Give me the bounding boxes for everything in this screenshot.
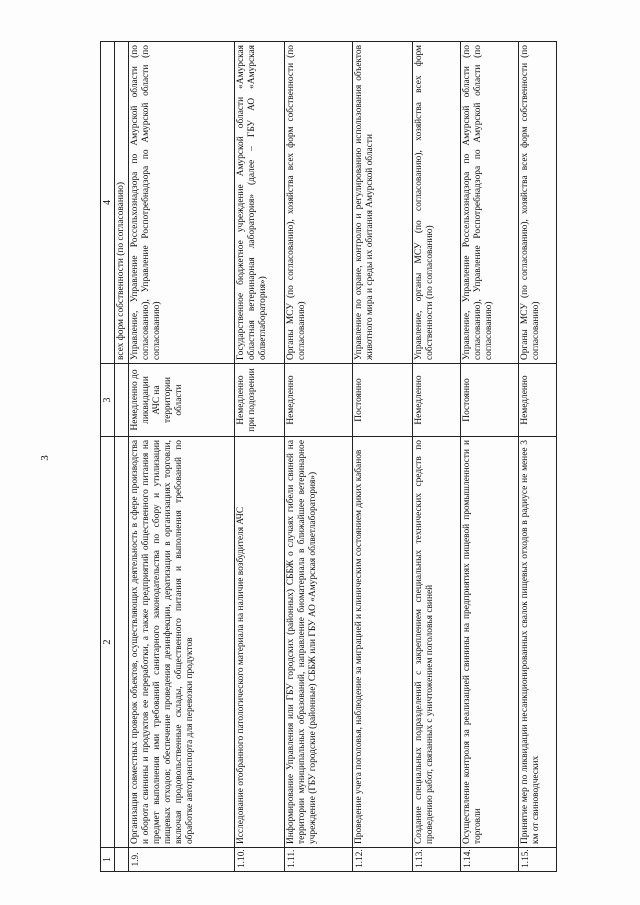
table-row [413, 42, 461, 872]
table-row [353, 42, 413, 872]
table-row [285, 42, 353, 872]
row-number: 1.13. [413, 848, 461, 872]
row-action: Исследование отобранного патологического материала на наличие возбудителя АЧС [235, 437, 285, 848]
header-col-3: 3 [101, 364, 115, 437]
table-row [519, 42, 557, 872]
header-col-4: 4 [101, 42, 115, 364]
row-number: 1.11. [285, 848, 353, 872]
row-executor: Органы МСУ (по согласованию), хозяйства всех форм собственности (по согласованию) [285, 42, 353, 364]
row-executor: Управление, органы МСУ (по согласованию), хозяйства всех форм собственности (по согласованию) [413, 42, 461, 364]
table-row [461, 42, 519, 872]
row-executor: Органы МСУ (по согласованию), хозяйства всех форм собственности (по согласованию) [519, 42, 557, 364]
carry-over-row [115, 42, 129, 872]
row-number: 1.14. [461, 848, 519, 872]
carry-over-executor: всех форм собственности (по согласованию) [115, 42, 129, 364]
row-executor: Управление, Управление Россельхознадзора по Амурской области (по согласованию), Управление Роспотребнадзора по Амурской области (по согласованию) [461, 42, 519, 364]
page-number: 3 [38, 455, 51, 461]
row-action: Создание специальных подразделений с закреплением специальных технических средств по проведению работ, связанных с уничтожением поголовья свиней [413, 437, 461, 848]
table-header-row [101, 42, 115, 872]
row-action: Организация совместных проверок объектов, осуществляющих деятельность в сфере производства и оборота свинины и продуктов ее переработки, а также предприятий общественного питания на предмет выполнения ими требований санитарного законодательства по сбору и утилизации пищевых отходов; обеспечение проведения дезинфекции, дератизации в организациях торговли, включая продовольственные склады, общественного питания и выполнения требований по обработке автотранспорта для перевозки продуктов [129, 437, 235, 848]
row-term: Постоянно [461, 364, 519, 437]
header-col-1: 1 [101, 848, 115, 872]
measures-table [100, 41, 557, 872]
row-number: 1.12. [353, 848, 413, 872]
row-number: 1.15. [519, 848, 557, 872]
row-number: 1.9. [129, 848, 235, 872]
row-action: Осуществление контроля за реализацией свинины на предприятиях пищевой промышленности и торговли [461, 437, 519, 848]
row-term: Немедленно при подозрении [235, 364, 285, 437]
row-term: Немедленно [519, 364, 557, 437]
row-term: Немедленно [413, 364, 461, 437]
row-action: Принятие мер по ликвидации несанкционированных свалок пищевых отходов в радиусе не менее 3 км от свиноводческих [519, 437, 557, 848]
row-term: Постоянно [353, 364, 413, 437]
row-executor: Управление, Управление Россельхознадзора по Амурской области (по согласованию), Управление Роспотребнадзора по Амурской области (по согласованию) [129, 42, 235, 364]
row-executor: Государственное бюджетное учреждение Амурской области «Амурская областная ветеринарная лаборатория» (далее – ГБУ АО «Амурская облветлаборатория») [235, 42, 285, 364]
row-number: 1.10. [235, 848, 285, 872]
table-row [129, 42, 235, 872]
row-action: Информирование Управления или ГБУ городских (районных) СББЖ о случаях гибели свиней на территории муниципальных образований, направление биоматериала в ближайшее ветеринарное учреждение (ГБУ городские (районные) СББЖ или ГБУ АО «Амурская облветлаборатория») [285, 437, 353, 848]
row-term: Немедленно [285, 364, 353, 437]
row-action: Проведение учета поголовья, наблюдение за миграцией и клиническим состоянием диких кабанов [353, 437, 413, 848]
rotated-table-container [100, 42, 580, 872]
row-executor: Управление по охране, контролю и регулированию использования объектов животного мира и среды их обитания Амурской области [353, 42, 413, 364]
header-col-2: 2 [101, 437, 115, 848]
table-row [235, 42, 285, 872]
row-term: Немедленно до ликвидации АЧС на территории области [129, 364, 235, 437]
